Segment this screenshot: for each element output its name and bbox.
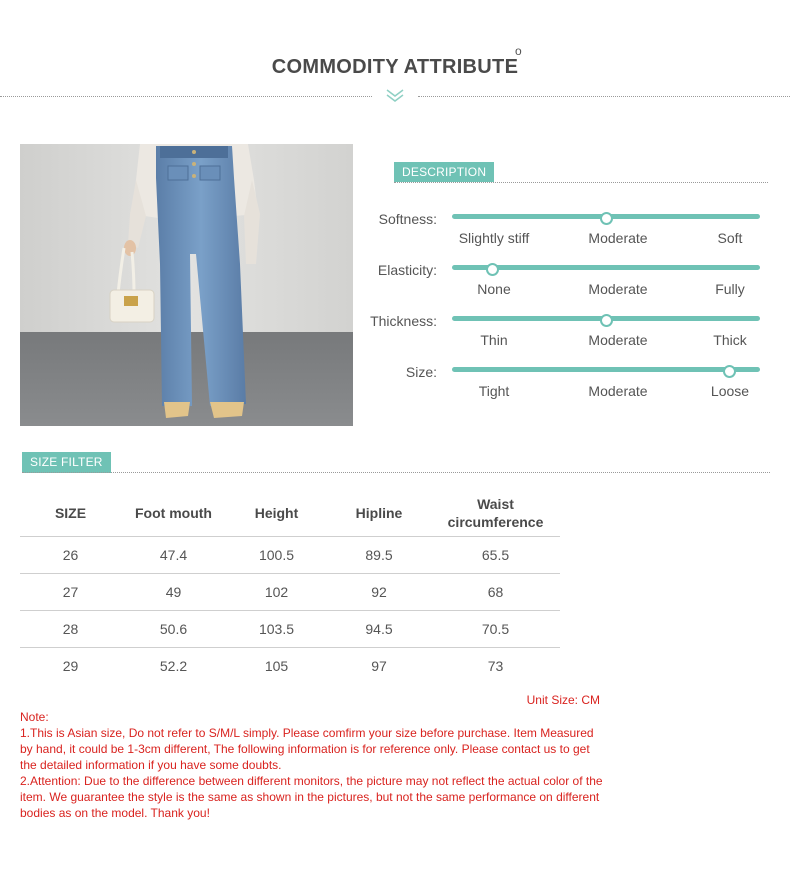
table-row <box>20 537 560 574</box>
table-row <box>20 611 560 648</box>
description-divider <box>394 182 768 183</box>
table-cell: 49 <box>121 574 226 611</box>
table-cell: 94.5 <box>327 611 431 648</box>
table-cell: 97 <box>327 648 431 685</box>
size-filter-divider <box>22 472 770 473</box>
table-cell: 52.2 <box>121 648 226 685</box>
notes-block <box>20 709 605 821</box>
table-cell: 105 <box>226 648 327 685</box>
option-high: Thick <box>713 332 747 348</box>
table-cell: 29 <box>20 648 121 685</box>
notes-line-1: 1.This is Asian size, Do not refer to S/M/L simply. Please comfirm your size before purchase. Item Measured by hand, it could be 1-3cm different, The following information is for reference only. Please contact us to get the detailed information if you have some doubts. <box>20 726 594 772</box>
size-table <box>20 490 560 684</box>
option-low: None <box>477 281 511 297</box>
table-cell: 68 <box>431 574 560 611</box>
unit-size-label: Unit Size: CM <box>526 693 600 707</box>
table-cell: 100.5 <box>226 537 327 574</box>
header-hipline: Hipline <box>355 505 403 521</box>
product-photo <box>20 144 353 426</box>
header-foot-mouth: Foot mouth <box>135 505 212 521</box>
attribute-label: Elasticity: <box>377 262 437 278</box>
option-low: Tight <box>478 383 510 399</box>
size-filter-tag: SIZE FILTER <box>22 452 111 473</box>
header-waist: Waist circumference <box>447 496 544 530</box>
table-cell: 92 <box>327 574 431 611</box>
attribute-track <box>452 316 760 321</box>
attribute-knob <box>723 365 736 378</box>
table-cell: 65.5 <box>431 537 560 574</box>
title-degree-mark: o <box>515 44 522 58</box>
table-header-row <box>20 490 560 537</box>
double-chevron-down-icon <box>384 86 406 106</box>
notes-line-2: 2.Attention: Due to the difference between different monitors, the picture may not reflect the actual color of the item. We guarantee the style is the same as shown in the pictures, but not the same performance on different bodies as on the model. Thank you! <box>20 774 603 820</box>
option-mid: Moderate <box>588 383 648 399</box>
table-cell: 50.6 <box>121 611 226 648</box>
option-low: Thin <box>480 332 508 348</box>
attribute-label: Softness: <box>378 211 437 227</box>
table-cell: 47.4 <box>121 537 226 574</box>
option-mid: Moderate <box>588 281 648 297</box>
header-height: Height <box>254 505 299 521</box>
table-cell: 102 <box>226 574 327 611</box>
option-mid: Moderate <box>588 332 648 348</box>
attribute-knob <box>600 314 613 327</box>
attribute-knob <box>600 212 613 225</box>
attribute-knob <box>486 263 499 276</box>
table-cell: 26 <box>20 537 121 574</box>
table-row <box>20 574 560 611</box>
option-high: Loose <box>710 383 750 399</box>
header-divider-right <box>418 96 790 97</box>
page-title: COMMODITY ATTRIBUTE <box>271 56 519 78</box>
table-cell: 73 <box>431 648 560 685</box>
table-cell: 89.5 <box>327 537 431 574</box>
table-cell: 103.5 <box>226 611 327 648</box>
attribute-label: Size: <box>405 364 437 380</box>
table-row <box>20 648 560 685</box>
description-tag: DESCRIPTION <box>394 162 494 182</box>
attribute-label: Thickness: <box>370 313 437 329</box>
header-divider-left <box>0 96 372 97</box>
table-cell: 70.5 <box>431 611 560 648</box>
header-size: SIZE <box>54 505 87 521</box>
option-high: Fully <box>715 281 745 297</box>
attribute-track <box>452 367 760 372</box>
table-cell: 28 <box>20 611 121 648</box>
option-high: Soft <box>717 230 743 246</box>
option-low: Slightly stiff <box>458 230 530 246</box>
notes-title: Note: <box>20 710 49 724</box>
table-cell: 27 <box>20 574 121 611</box>
option-mid: Moderate <box>588 230 648 246</box>
attribute-track <box>452 265 760 270</box>
attribute-track <box>452 214 760 219</box>
